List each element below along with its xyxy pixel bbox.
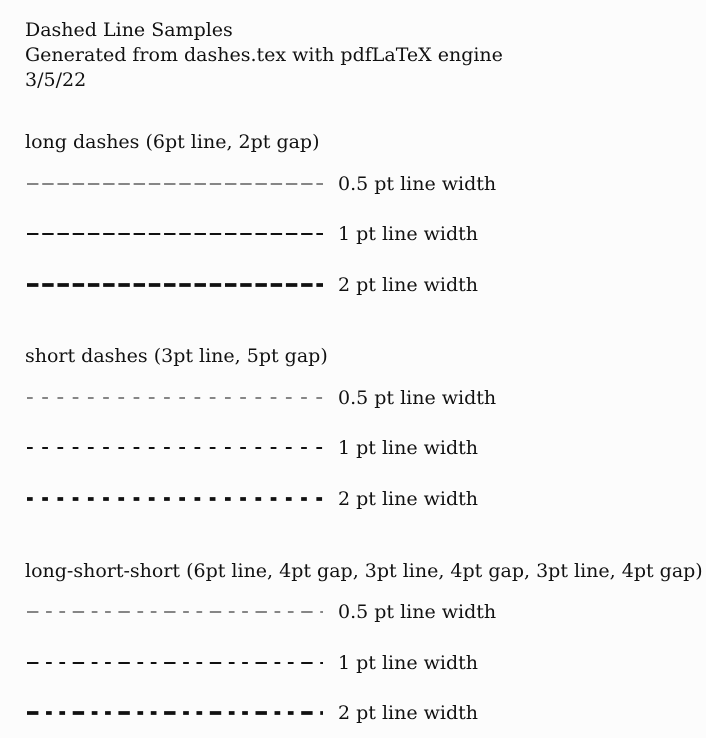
dashed-line-sample: [25, 224, 325, 244]
sample-row: [25, 174, 625, 194]
sample-row: [25, 489, 625, 509]
dashed-line-sample: [25, 602, 325, 622]
sample-row: [25, 438, 625, 458]
sample-row: [25, 602, 625, 622]
sample-row: [25, 224, 625, 244]
section-title-short-dashes: short dashes (3pt line, 5pt gap): [25, 345, 328, 367]
document-header: [25, 18, 503, 93]
dashed-line-sample: [25, 703, 325, 723]
dashed-line-sample: [25, 388, 325, 408]
sample-label: 1 pt line width: [338, 437, 479, 459]
sample-label: 1 pt line width: [338, 652, 479, 674]
dashed-line-sample: [25, 174, 325, 194]
dashed-line-sample: [25, 653, 325, 673]
sample-label: 1 pt line width: [338, 223, 479, 245]
sample-label: 2 pt line width: [338, 488, 479, 510]
dashed-line-sample: [25, 438, 325, 458]
document-subtitle: Generated from dashes.tex with pdfLaTeX engine: [25, 44, 503, 66]
document-date: 3/5/22: [25, 69, 87, 91]
sample-row: [25, 388, 625, 408]
sample-row: [25, 275, 625, 295]
sample-label: 0.5 pt line width: [338, 173, 497, 195]
section-title-long-dashes: long dashes (6pt line, 2pt gap): [25, 131, 320, 153]
sample-row: [25, 653, 625, 673]
dashed-line-sample: [25, 489, 325, 509]
section-title-long-short-short: long-short-short (6pt line, 4pt gap, 3pt line, 4pt gap, 3pt line, 4pt gap): [25, 560, 703, 582]
sample-row: [25, 703, 625, 723]
sample-label: 0.5 pt line width: [338, 387, 497, 409]
sample-label: 2 pt line width: [338, 274, 479, 296]
document-title: Dashed Line Samples: [25, 19, 233, 41]
sample-label: 2 pt line width: [338, 702, 479, 724]
dashed-line-sample: [25, 275, 325, 295]
sample-label: 0.5 pt line width: [338, 601, 497, 623]
